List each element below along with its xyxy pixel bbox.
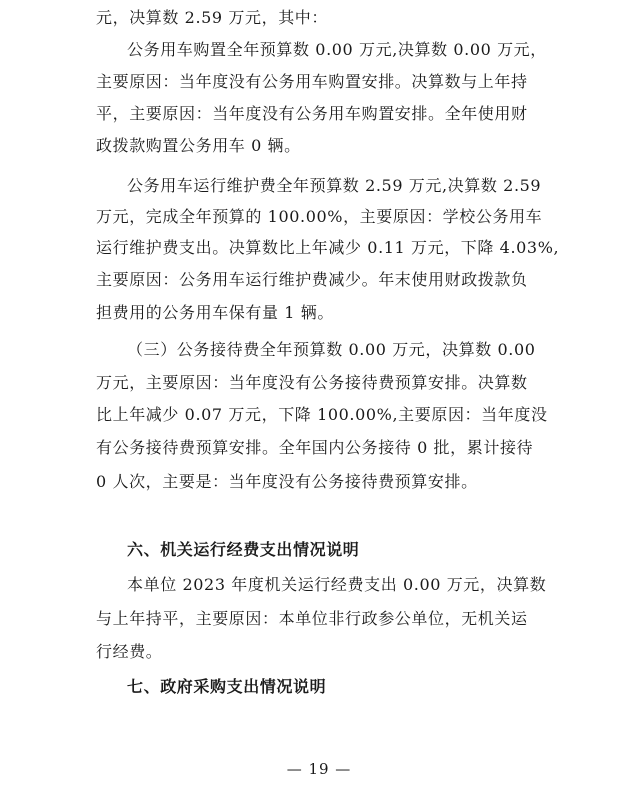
text-line: 比上年减少 0.07 万元，下降 100.00%,主要原因：当年度没 [96,405,548,424]
text-line: 政拨款购置公务用车 0 辆。 [96,136,301,155]
text-line: 主要原因：当年度没有公务用车购置安排。决算数与上年持 [96,72,528,91]
text-line: 有公务接待费预算安排。全年国内公务接待 0 批，累计接待 [96,438,534,457]
text-line: 平，主要原因：当年度没有公务用车购置安排。全年使用财 [96,104,528,123]
text-line: 运行维护费支出。决算数比上年减少 0.11 万元，下降 4.03%, [96,238,560,257]
text-line: （三）公务接待费全年预算数 0.00 万元，决算数 0.00 [127,340,536,359]
text-line: 元，决算数 2.59 万元，其中： [96,8,328,27]
text-line: 行经费。 [96,642,163,661]
text-line: 万元，主要原因：当年度没有公务接待费预算安排。决算数 [96,373,528,392]
section-heading-6: 六、机关运行经费支出情况说明 [127,540,360,559]
text-line: 公务用车购置全年预算数 0.00 万元,决算数 0.00 万元， [127,40,547,59]
text-line: 主要原因：公务用车运行维护费减少。年末使用财政拨款负 [96,270,528,289]
text-line: 本单位 2023 年度机关运行经费支出 0.00 万元，决算数 [127,575,547,594]
text-line: 担费用的公务用车保有量 1 辆。 [96,303,334,322]
text-line: 0 人次，主要是：当年度没有公务接待费预算安排。 [96,472,478,491]
text-line: 万元，完成全年预算的 100.00%，主要原因：学校公务用车 [96,207,543,226]
section-heading-7: 七、政府采购支出情况说明 [127,677,327,696]
text-line: 公务用车运行维护费全年预算数 2.59 万元,决算数 2.59 [127,176,542,195]
text-line: 与上年持平，主要原因：本单位非行政参公单位，无机关运 [96,609,528,628]
page-number: — 19 — [286,760,352,778]
